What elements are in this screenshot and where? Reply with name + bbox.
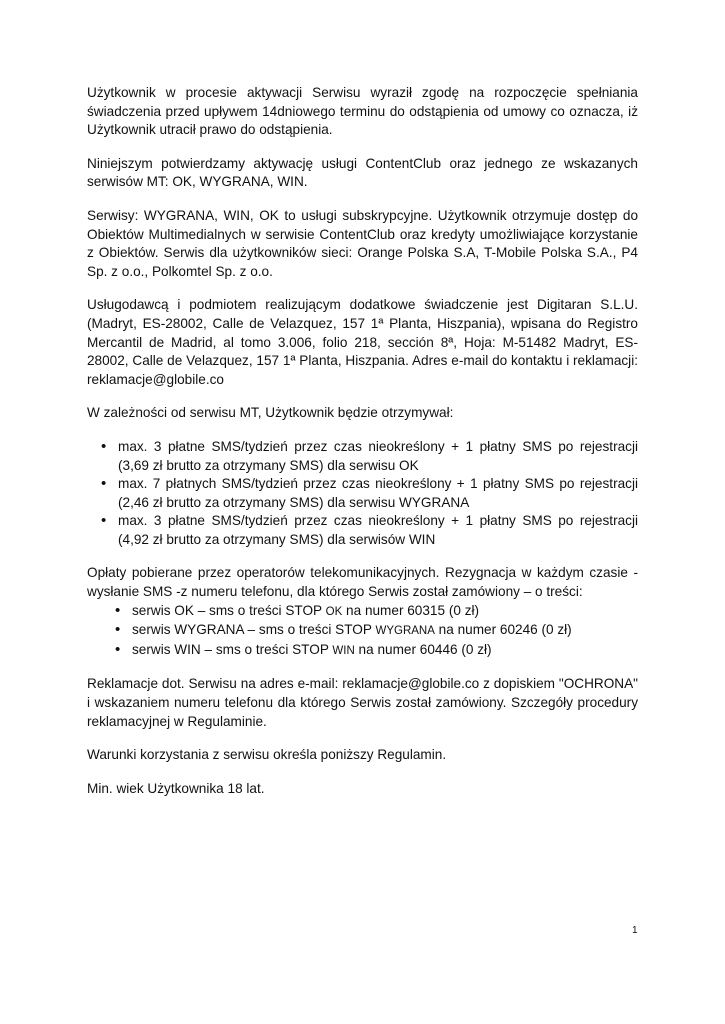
stop-text-after: na numer 60446 (0 zł)	[354, 641, 492, 657]
stop-text-after: na numer 60246 (0 zł)	[434, 622, 572, 638]
page-number: 1	[632, 925, 638, 936]
paragraph-consent: Użytkownik w procesie aktywacji Serwisu wyraził zgodę na rozpoczęcie spełniania świadczenia przed upływem 14dniowego terminu do odstąpienia od umowy co oznacza, iż Użytkownik utracił prawo do odstąpienia.	[87, 85, 638, 138]
stop-keyword: WYGRANA	[375, 625, 435, 638]
paragraph-complaints: Reklamacje dot. Serwisu na adres e-mail: reklamacje@globile.co z dopiskiem "OCHRONA" i wskazaniem numeru telefonu dla którego Serwis został zamówiony. Szczegóły procedury reklamacyjnej w Regulaminie.	[87, 676, 638, 729]
paragraph-activation: Niniejszym potwierdzamy aktywację usługi ContentClub oraz jednego ze wskazanych serwisów MT: OK, WYGRANA, WIN.	[87, 155, 638, 190]
stop-text-before: serwis WYGRANA – sms o treści STOP	[132, 622, 376, 638]
stop-list	[87, 602, 638, 661]
paragraph-cancellation: Opłaty pobierane przez operatorów telekomunikacyjnych. Rezygnacja w każdym czasie - wysłanie SMS -z numeru telefonu, dla którego Serwis został zamówiony – o treści:	[87, 565, 638, 600]
list-item: • max. 3 płatne SMS/tydzień przez czas nieokreślony + 1 płatny SMS po rejestracji (4,92 zł brutto za otrzymany SMS) dla serwisów WIN	[87, 512, 638, 549]
pricing-list	[87, 438, 638, 550]
list-item	[87, 641, 638, 661]
stop-keyword: OK	[325, 605, 343, 618]
stop-text-before: serwis WIN – sms o treści STOP	[132, 641, 333, 657]
stop-keyword: WIN	[332, 644, 355, 657]
paragraph-min-age: Min. wiek Użytkownika 18 lat.	[87, 780, 265, 796]
list-item	[87, 602, 638, 622]
stop-text-after: na numer 60315 (0 zł)	[342, 602, 480, 618]
paragraph-terms: Warunki korzystania z serwisu określa poniższy Regulamin.	[87, 747, 447, 763]
paragraph-provider: Usługodawcą i podmiotem realizującym dodatkowe świadczenie jest Digitaran S.L.U. (Madryt, ES-28002, Calle de Velazquez, 157 1ª Planta, Hiszpania), wpisana do Registro Mercantil de Madrid, al tomo 3.006, folio 218, sección 8ª, Hoja: M-51482 Madryt, ES-28002, Calle de Velazquez, 157 1ª Planta, Hiszpania. Adres e-mail do kontaktu i reklamacji: reklamacje@globile.co	[87, 297, 638, 387]
paragraph-pricing-intro: W zależności od serwisu MT, Użytkownik będzie otrzymywał:	[87, 405, 454, 421]
list-item	[87, 621, 638, 641]
stop-text-before: serwis OK – sms o treści STOP	[132, 602, 326, 618]
document-body	[87, 84, 638, 813]
list-item: • max. 3 płatne SMS/tydzień przez czas nieokreślony + 1 płatny SMS po rejestracji (3,69 zł brutto za otrzymany SMS) dla serwisu OK	[87, 438, 638, 475]
list-item: • max. 7 płatnych SMS/tydzień przez czas nieokreślony + 1 płatny SMS po rejestracji (2,46 zł brutto za otrzymany SMS) dla serwisu WYGRANA	[87, 475, 638, 512]
paragraph-services: Serwisy: WYGRANA, WIN, OK to usługi subskrypcyjne. Użytkownik otrzymuje dostęp do Obiektów Multimedialnych w serwisie ContentClub oraz kredyty umożliwiające korzystanie z Obiektów. Serwis dla użytkowników sieci: Orange Polska S.A, T-Mobile Polska S.A., P4 Sp. z o.o., Polkomtel Sp. z o.o.	[87, 207, 638, 279]
